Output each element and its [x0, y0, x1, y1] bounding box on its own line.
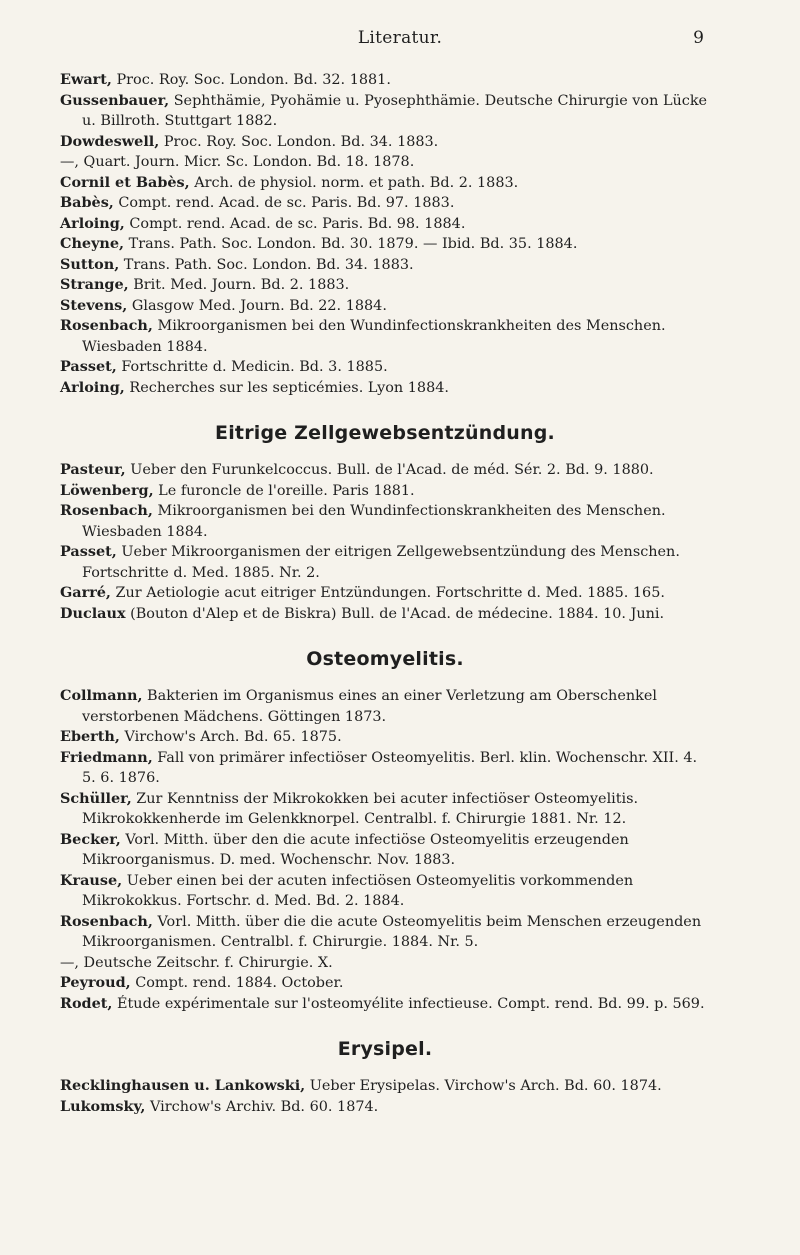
reference-entry: [60, 912, 710, 953]
reference-entry: [60, 748, 710, 789]
reference-text: Recherches sur les septicémies. Lyon 1884.: [124, 379, 449, 396]
reference-author: Cheyne,: [60, 235, 125, 252]
reference-entry: [60, 501, 710, 542]
reference-entry: [60, 953, 710, 974]
reference-entry: [60, 481, 710, 502]
reference-text: Mikroorganismen bei den Wundinfectionskrankheiten des Menschen. Wiesbaden 1884.: [82, 318, 666, 355]
reference-author: Pasteur,: [60, 461, 126, 478]
reference-text: Ueber den Furunkelcoccus. Bull. de l'Acad. de méd. Sér. 2. Bd. 9. 1880.: [125, 462, 654, 478]
reference-author: Arloing,: [60, 378, 125, 396]
reference-entry: [60, 1076, 710, 1097]
reference-entry: [60, 214, 710, 235]
reference-text: Vorl. Mitth. über den die acute infectiöse Osteomyelitis erzeugenden Mikroorganismus. D. med. Wochenschr. Nov. 1883.: [82, 831, 629, 868]
reference-entry: [60, 357, 710, 378]
reference-entry: [60, 132, 710, 153]
reference-entry: [60, 830, 710, 871]
section-heading: Osteomyelitis.: [306, 648, 464, 670]
reference-entry: [60, 234, 710, 255]
reference-entry: [60, 460, 710, 481]
section-heading: Erysipel.: [337, 1038, 433, 1060]
reference-author: Lukomsky,: [60, 1097, 146, 1115]
reference-author: Rosenbach,: [60, 912, 153, 930]
reference-entry: [60, 973, 710, 994]
reference-text: Sephthämie, Pyohämie u. Pyosephthämie. Deutsche Chirurgie von Lücke u. Billroth. Stuttgart 1882.: [82, 92, 708, 129]
reference-entry: [60, 994, 710, 1015]
reference-author: Sutton,: [60, 255, 120, 273]
reference-author: Schüller,: [60, 789, 132, 807]
reference-text: Proc. Roy. Soc. London. Bd. 32. 1881.: [111, 72, 391, 88]
reference-entry: [60, 378, 710, 399]
reference-text: Zur Kenntniss der Mikrokokken bei acuter infectiöser Osteomyelitis. Mikrokokkenherde im Gelenkknorpel. Centralbl. f. Chirurgie 1881. Nr. 12.: [82, 790, 639, 827]
reference-text: Trans. Path. Soc. London. Bd. 34. 1883.: [119, 256, 414, 273]
reference-entry: [60, 296, 710, 317]
reference-text: —, Quart. Journ. Micr. Sc. London. Bd. 18. 1878.: [60, 154, 415, 170]
reference-text: Proc. Roy. Soc. London. Bd. 34. 1883.: [159, 133, 439, 150]
reference-text: Ueber Mikroorganismen der eitrigen Zellgewebsentzündung des Menschen. Fortschritte d. Med. 1885. Nr. 2.: [82, 544, 680, 581]
reference-author: Rosenbach,: [60, 317, 153, 334]
reference-author: Gussenbauer,: [60, 91, 170, 109]
reference-author: Passet,: [60, 543, 117, 560]
reference-entry: [60, 583, 710, 604]
reference-author: Rodet,: [60, 994, 113, 1012]
reference-entry: [60, 1097, 710, 1118]
reference-author: Collmann,: [60, 687, 143, 704]
reference-author: Rosenbach,: [60, 502, 153, 519]
page-header: [0, 28, 800, 52]
reference-entry: [60, 275, 710, 296]
reference-entry: [60, 152, 710, 173]
reference-author: Löwenberg,: [60, 481, 154, 499]
reference-text: Zur Aetiologie acut eitriger Entzündungen. Fortschritte d. Med. 1885. 165.: [110, 585, 665, 601]
reference-entry: [60, 70, 710, 91]
reference-text: Vorl. Mitth. über die die acute Osteomyelitis beim Menschen erzeugenden Mikroorganismen. Centralbl. f. Chirurgie. 1884. Nr. 5.: [82, 913, 702, 950]
reference-text: Mikroorganismen bei den Wundinfectionskrankheiten des Menschen. Wiesbaden 1884.: [82, 503, 666, 540]
reference-text: Fortschritte d. Medicin. Bd. 3. 1885.: [116, 359, 388, 375]
reference-author: Arloing,: [60, 214, 125, 232]
reference-entry: [60, 871, 710, 912]
reference-entry: [60, 789, 710, 830]
reference-author: Strange,: [60, 276, 129, 293]
reference-author: Babès,: [60, 194, 114, 211]
reference-entry: [60, 173, 710, 194]
reference-author: Friedmann,: [60, 748, 153, 766]
reference-entry: [60, 91, 710, 132]
section-heading: Eitrige Zellgewebsentzündung.: [215, 422, 555, 444]
bibliography: [60, 70, 710, 1117]
reference-text: Bakterien im Organismus eines an einer Verletzung am Oberschenkel verstorbenen Mädchens. Göttingen 1873.: [82, 688, 657, 725]
reference-entry: [60, 727, 710, 748]
reference-author: Eberth,: [60, 728, 120, 745]
reference-author: Ewart,: [60, 71, 112, 88]
reference-entry: [60, 686, 710, 727]
reference-text: Ueber Erysipelas. Virchow's Arch. Bd. 60. 1874.: [305, 1078, 662, 1094]
reference-text: Ueber einen bei der acuten infectiösen Osteomyelitis vorkommenden Mikrokokkus. Fortschr. d. Med. Bd. 2. 1884.: [82, 872, 634, 909]
reference-author: Garré,: [60, 584, 111, 601]
reference-entry: [60, 193, 710, 214]
reference-text: (Bouton d'Alep et de Biskra) Bull. de l'Acad. de médecine. 1884. 10. Juni.: [125, 605, 665, 622]
reference-text: Virchow's Archiv. Bd. 60. 1874.: [145, 1098, 379, 1115]
reference-text: Fall von primärer infectiöser Osteomyelitis. Berl. klin. Wochenschr. XII. 4. 5. 6. 1876.: [82, 749, 698, 786]
reference-entry: [60, 604, 710, 625]
reference-author: Duclaux: [60, 604, 126, 622]
reference-text: Brit. Med. Journ. Bd. 2. 1883.: [128, 277, 350, 293]
reference-entry: [60, 255, 710, 276]
page-number: 9: [693, 28, 704, 48]
reference-author: Passet,: [60, 358, 117, 375]
reference-author: Cornil et Babès,: [60, 173, 190, 191]
reference-author: Krause,: [60, 871, 123, 889]
running-title: Literatur.: [357, 28, 443, 48]
reference-entry: [60, 542, 710, 583]
reference-text: Étude expérimentale sur l'osteomyélite infectieuse. Compt. rend. Bd. 99. p. 569.: [112, 995, 705, 1012]
reference-author: Recklinghausen u. Lankowski,: [60, 1077, 306, 1094]
reference-author: Dowdeswell,: [60, 132, 160, 150]
reference-text: Le furoncle de l'oreille. Paris 1881.: [153, 482, 415, 499]
reference-entry: [60, 316, 710, 357]
reference-text: —, Deutsche Zeitschr. f. Chirurgie. X.: [60, 954, 333, 971]
reference-text: Compt. rend. Acad. de sc. Paris. Bd. 97. 1883.: [113, 195, 455, 211]
reference-author: Peyroud,: [60, 974, 131, 991]
reference-text: Trans. Path. Soc. London. Bd. 30. 1879. — Ibid. Bd. 35. 1884.: [124, 236, 578, 252]
reference-author: Becker,: [60, 830, 121, 848]
reference-text: Virchow's Arch. Bd. 65. 1875.: [119, 729, 342, 745]
reference-text: Compt. rend. Acad. de sc. Paris. Bd. 98. 1884.: [124, 215, 466, 232]
reference-author: Stevens,: [60, 296, 128, 314]
reference-text: Glasgow Med. Journ. Bd. 22. 1884.: [127, 297, 387, 314]
reference-text: Compt. rend. 1884. October.: [130, 975, 344, 991]
reference-text: Arch. de physiol. norm. et path. Bd. 2. 1883.: [189, 174, 519, 191]
